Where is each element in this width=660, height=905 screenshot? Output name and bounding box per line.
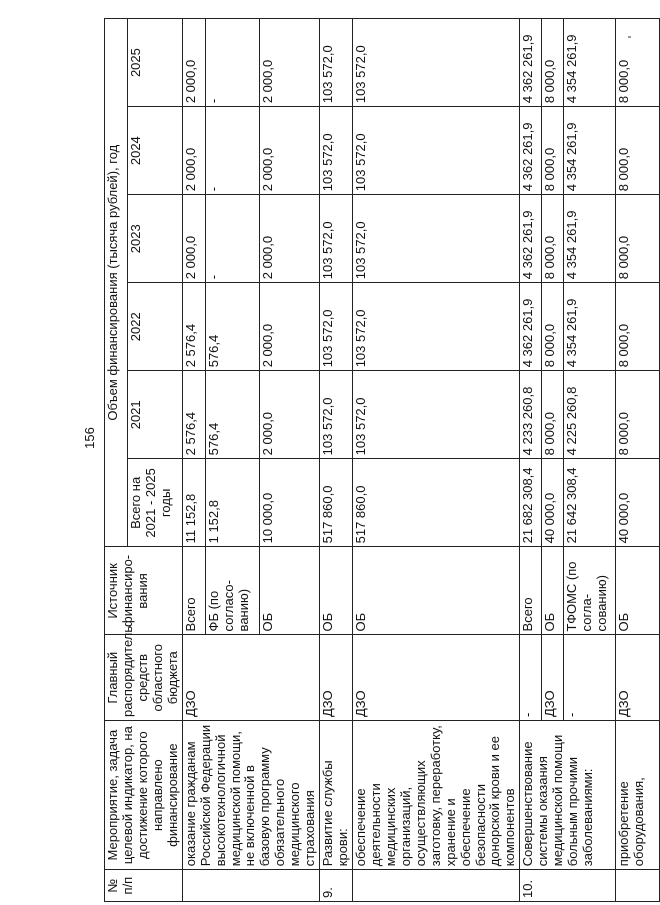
row-manager: ДЗО — [182, 635, 319, 721]
cell-2023: 8 000,0 — [542, 195, 564, 283]
cell-2021: 4 233 260,8 — [520, 371, 542, 459]
cell-2025: - — [206, 19, 260, 107]
cell-2024: 4 362 261,9 — [520, 107, 542, 195]
row-source: ТФОМС (по согла-сованию) — [564, 547, 616, 635]
cell-2022: 4 362 261,9 — [520, 283, 542, 371]
row-manager: ДЗО — [542, 635, 564, 721]
cell-total: 517 860,0 — [320, 459, 353, 547]
row-manager: - — [564, 635, 616, 721]
cell-2025: 8 000,0 — [542, 19, 564, 107]
row-activity: приобретение оборудования, — [616, 721, 660, 870]
row-manager: ДЗО — [353, 635, 520, 721]
cell-2024: 8 000,0 — [542, 107, 564, 195]
header-year-2022: 2022 — [128, 283, 183, 371]
cell-total: 10 000,0 — [259, 459, 319, 547]
cell-2025: 8 000,0 — [616, 19, 660, 107]
cell-2022: 4 354 261,9 — [564, 283, 616, 371]
cell-2021: 4 225 260,8 — [564, 371, 616, 459]
row-num — [353, 870, 520, 902]
header-num: № п/п — [105, 870, 183, 902]
row-activity: Развитие службы крови: — [320, 721, 353, 870]
row-source: ОБ — [616, 547, 660, 635]
cell-2022: 103 572,0 — [353, 283, 520, 371]
cell-total: 517 860,0 — [353, 459, 520, 547]
cell-2023: 8 000,0 — [616, 195, 660, 283]
cell-2025: 4 354 261,9 — [564, 19, 616, 107]
cell-2024: 8 000,0 — [616, 107, 660, 195]
table-row — [353, 19, 520, 902]
header-row-1 — [105, 19, 128, 902]
cell-2023: 4 354 261,9 — [564, 195, 616, 283]
cell-2022: 576,4 — [206, 283, 260, 371]
row-num — [182, 870, 319, 902]
cell-2024: - — [206, 107, 260, 195]
row-source: Всего — [182, 547, 206, 635]
row-activity: оказание гражданам Российской Федерации высокотехнологичной медицинской помощи, не включенной в базовую программу обязательного медицинского страхования — [182, 721, 319, 870]
cell-total: 40 000,0 — [542, 459, 564, 547]
row-source: ОБ — [353, 547, 520, 635]
cell-2021: 8 000,0 — [616, 371, 660, 459]
cell-2022: 8 000,0 — [616, 283, 660, 371]
cell-2023: 4 362 261,9 — [520, 195, 542, 283]
cell-2023: 103 572,0 — [353, 195, 520, 283]
table-row — [616, 19, 660, 902]
row-num: 9. — [320, 870, 353, 902]
table-row — [520, 19, 542, 902]
row-manager: ДЗО — [616, 635, 660, 721]
cell-2025: 103 572,0 — [353, 19, 520, 107]
cell-2023: 2 000,0 — [259, 195, 319, 283]
cell-2021: 2 000,0 — [259, 371, 319, 459]
row-source: ОБ — [542, 547, 564, 635]
cell-2021: 8 000,0 — [542, 371, 564, 459]
cell-2024: 103 572,0 — [353, 107, 520, 195]
cell-2025: 103 572,0 — [320, 19, 353, 107]
cell-total: 21 642 308,4 — [564, 459, 616, 547]
cell-2022: 103 572,0 — [320, 283, 353, 371]
cell-2021: 103 572,0 — [320, 371, 353, 459]
cell-2022: 8 000,0 — [542, 283, 564, 371]
cell-2021: 576,4 — [206, 371, 260, 459]
row-manager: ДЗО — [320, 635, 353, 721]
cell-2023: - — [206, 195, 260, 283]
header-year-2021: 2021 — [128, 371, 183, 459]
cell-total: 40 000,0 — [616, 459, 660, 547]
cell-2024: 4 354 261,9 — [564, 107, 616, 195]
row-source: ОБ — [259, 547, 319, 635]
header-year-2023: 2023 — [128, 195, 183, 283]
header-source: Источник финансиро-вания — [105, 547, 183, 635]
cell-2023: 2 000,0 — [182, 195, 206, 283]
cell-2025: 2 000,0 — [182, 19, 206, 107]
header-funding: Объем финансирования (тысяча рублей), год — [105, 19, 128, 547]
row-manager: - — [520, 635, 542, 721]
cell-2023: 103 572,0 — [320, 195, 353, 283]
cell-2024: 2 000,0 — [259, 107, 319, 195]
cell-2025: 2 000,0 — [259, 19, 319, 107]
row-source: ФБ (по согласо-ванию) — [206, 547, 260, 635]
row-num — [616, 870, 660, 902]
cell-total: 11 152,8 — [182, 459, 206, 547]
cell-2022: 2 576,4 — [182, 283, 206, 371]
funding-table — [104, 18, 660, 902]
table-row — [182, 19, 206, 902]
header-year-2024: 2024 — [128, 107, 183, 195]
cell-2024: 103 572,0 — [320, 107, 353, 195]
rotated-table-wrapper — [104, 18, 647, 902]
row-source: Всего — [520, 547, 542, 635]
header-manager: Главный распорядитель средств областного бюджета — [105, 635, 183, 721]
rotated-table-area — [104, 18, 647, 902]
row-activity: обеспечение деятельности медицинских организаций, осуществляющих заготовку, переработку, хранение и обеспечение безопасности донорской крови и ее компонентов — [353, 721, 520, 870]
row-num: 10. — [520, 870, 616, 902]
cell-2021: 103 572,0 — [353, 371, 520, 459]
header-total: Всего на 2021 - 2025 годы — [128, 459, 183, 547]
cell-2021: 2 576,4 — [182, 371, 206, 459]
row-activity: Совершенствование системы оказания медицинской помощи больным прочими заболеваниями: — [520, 721, 616, 870]
cell-total: 21 682 308,4 — [520, 459, 542, 547]
table-row — [320, 19, 353, 902]
cell-2024: 2 000,0 — [182, 107, 206, 195]
header-year-2025: 2025 — [128, 19, 183, 107]
cell-total: 1 152,8 — [206, 459, 260, 547]
page-number: 156 — [82, 427, 97, 449]
row-source: ОБ — [320, 547, 353, 635]
cell-2022: 2 000,0 — [259, 283, 319, 371]
cell-2025: 4 362 261,9 — [520, 19, 542, 107]
header-activity: Мероприятие, задача целевой индикатор, на достижение которого направлено финансирование — [105, 721, 183, 870]
